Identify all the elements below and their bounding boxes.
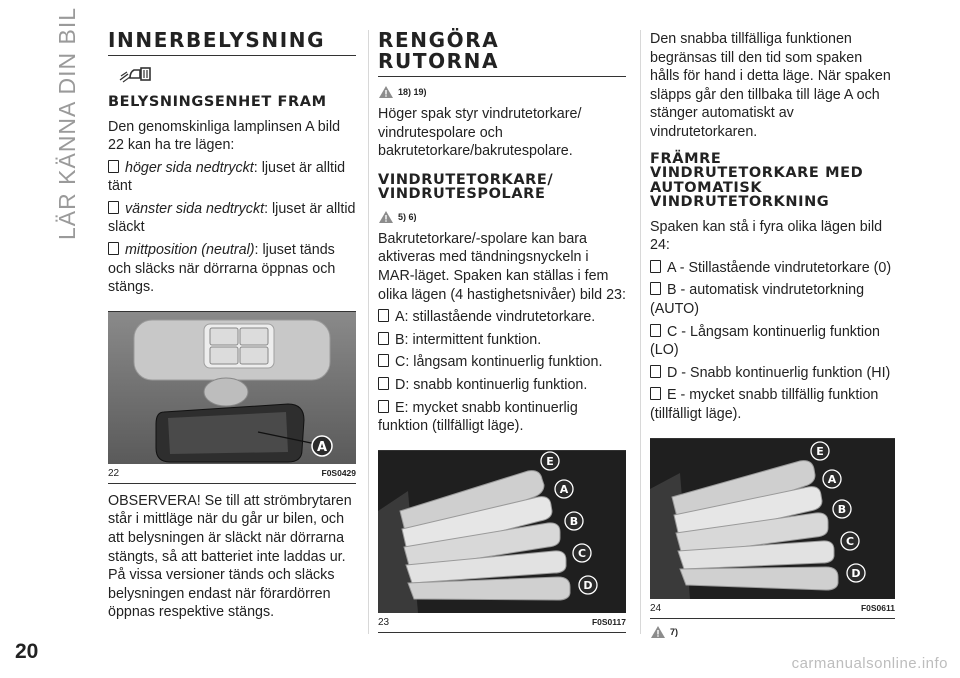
- section-title: RENGÖRA RUTORNA: [378, 30, 626, 77]
- figure-callout-label: A: [827, 472, 837, 486]
- warning-reference: 7): [650, 625, 895, 639]
- column-interior-lighting: [108, 30, 356, 622]
- figure-callout-label: C: [577, 546, 587, 560]
- warning-reference: 18) 19): [378, 85, 626, 99]
- figure-caption: [650, 599, 895, 619]
- figure-callout-label: A: [559, 482, 569, 496]
- bullet-box-icon: [650, 365, 661, 378]
- figure-number: 23: [378, 616, 390, 628]
- side-section-title: [28, 6, 80, 252]
- bullet-box-icon: [650, 260, 661, 273]
- figure-callout-label: E: [546, 454, 554, 468]
- figure-number: 22: [108, 467, 120, 479]
- figure-code: F0S0117: [591, 616, 626, 627]
- figure-callout-label: E: [816, 444, 824, 458]
- figure-code: F0S0429: [321, 467, 356, 478]
- page-number: 20: [15, 640, 39, 663]
- paragraph: Spaken kan stå i fyra olika lägen bild 24:: [650, 218, 883, 254]
- figure-23: [378, 450, 626, 633]
- figure-number: 24: [650, 602, 662, 614]
- paragraph: Den genomskinliga lamplinsen A bild 22 kan ha tre lägen:: [108, 118, 341, 154]
- list-item: höger sida nedtryckt: ljuset är alltid tänt: [108, 159, 346, 195]
- warning-triangle-icon: [378, 210, 394, 224]
- figure-22: [108, 311, 356, 484]
- bullet-box-icon: [650, 324, 661, 337]
- side-section-title-text: LÄR KÄNNA DIN BIL: [54, 6, 80, 240]
- section-title: INNERBELYSNING: [108, 30, 356, 56]
- bullet-box-icon: [378, 377, 389, 390]
- list-item: E - mycket snabb tillfällig funktion (tillfälligt läge).: [650, 387, 879, 422]
- warning-reference: 5) 6): [378, 210, 626, 224]
- warning-triangle-icon: [650, 625, 666, 639]
- bullet-box-icon: [650, 282, 661, 295]
- subsection-title: FRÄMRE VINDRUTETORKARE MED AUTOMATISK VINDRUTETORKNING: [650, 150, 864, 211]
- list-item: E: mycket snabb kontinuerlig funktion (tillfälligt läge).: [378, 399, 578, 435]
- bullet-box-icon: [108, 160, 119, 173]
- list-item: B: intermittent funktion.: [378, 331, 626, 350]
- figure-24: [650, 438, 895, 619]
- list-item: D - Snabb kontinuerlig funktion (HI): [650, 364, 895, 383]
- bullet-box-icon: [108, 201, 119, 214]
- figure-callout-label: B: [837, 502, 847, 516]
- bullet-box-icon: [650, 387, 661, 400]
- list-item: vänster sida nedtryckt: ljuset är alltid släckt: [108, 200, 356, 236]
- list-item: C - Långsam kontinuerlig funktion (LO): [650, 323, 880, 359]
- warning-triangle-icon: [378, 85, 394, 99]
- figure-caption: [108, 464, 356, 484]
- figure-caption: [378, 613, 626, 633]
- list-item: C: långsam kontinuerlig funktion.: [378, 353, 626, 372]
- column-window-cleaning: [378, 30, 626, 633]
- paragraph: Bakrutetorkare/-spolare kan bara aktiveras med tändningsnyckeln i MAR-läget. Spaken kan ställas i fem olika lägen (4 hastighetsnivåer) bild 23:: [378, 230, 626, 303]
- figure-callout-label: D: [583, 578, 593, 592]
- note-paragraph: OBSERVERA! Se till att strömbrytaren står i mittläge när du går ur bilen, och att belysningen är släckt när dörrarna stängts, så att batteriet inte laddas ur. På vissa versioner tänds och släcks belysningen endast när förardörren öppnas respektive stängs.: [108, 492, 352, 621]
- bullet-box-icon: [108, 242, 119, 255]
- figure-callout-label: C: [845, 534, 855, 548]
- figure-code: F0S0611: [860, 602, 895, 613]
- subsection-title: VINDRUTETORKARE/ VINDRUTESPOLARE: [378, 171, 554, 203]
- figure-image-courtesy-light: [108, 312, 356, 464]
- figure-callout-label: B: [569, 514, 579, 528]
- subsection-title: BELYSNINGSENHET FRAM: [108, 94, 327, 110]
- figure-image-wiper-stalk: [378, 451, 626, 613]
- list-item: D: snabb kontinuerlig funktion.: [378, 376, 626, 395]
- list-item: A: stillastående vindrutetorkare.: [378, 308, 626, 327]
- bullet-box-icon: [378, 332, 389, 345]
- paragraph: Höger spak styr vindrutetorkare/ vindrutespolare och bakrutetorkare/bakrutespolare.: [378, 106, 582, 160]
- column-divider: [640, 30, 641, 634]
- watermark: carmanualsonline.info: [791, 655, 948, 672]
- list-item: B - automatisk vindrutetorkning (AUTO): [650, 282, 865, 317]
- figure-callout-label: A: [316, 439, 328, 455]
- column-automatic-wiper: [650, 30, 895, 645]
- bullet-box-icon: [378, 400, 389, 413]
- list-item: A - Stillastående vindrutetorkare (0): [650, 259, 895, 278]
- column-divider: [368, 30, 369, 634]
- figure-image-auto-wiper-stalk: [650, 439, 895, 599]
- bullet-box-icon: [378, 309, 389, 322]
- bullet-box-icon: [378, 354, 389, 367]
- figure-callout-label: D: [851, 566, 861, 580]
- list-item: mittposition (neutral): ljuset tänds och släcks när dörrarna öppnas och stängs.: [108, 242, 336, 296]
- interior-lamp-icon: [118, 64, 356, 89]
- paragraph: Den snabba tillfälliga funktionen begränsas till den tid som spaken hålls för hand i detta läge. När spaken släpps går den tillbaka till läge A och stänger automatiskt av vindrutetorkaren.: [650, 31, 891, 140]
